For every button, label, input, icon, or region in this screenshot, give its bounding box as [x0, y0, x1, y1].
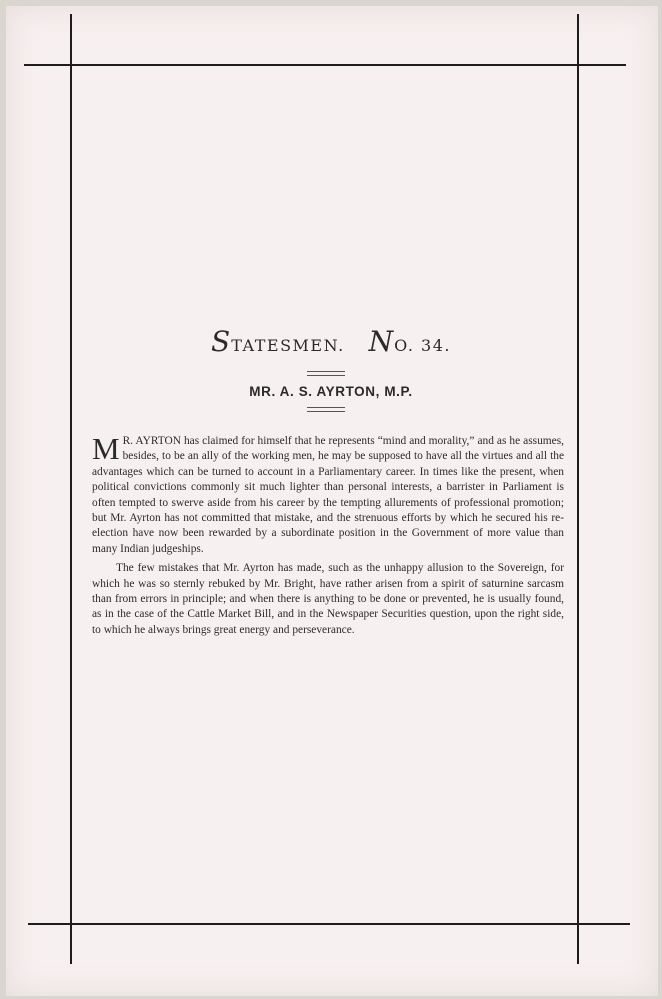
paragraph-2: The few mistakes that Mr. Ayrton has made, such as the unhappy allusion to the Sovereign, for which he was so sternly rebuked by Mr. Bright, have rather arisen from a spirit of saturnine sarcasm than from errors in principle; and when there is anything to be done or prevented, he is usually found, as in the case of the Cattle Market Bill, and in the Newspaper Securities question, upon the right side, to which he always brings great energy and perseverance. — [92, 562, 564, 636]
lower-double-rule — [307, 407, 345, 412]
right-border-line — [577, 14, 579, 964]
upper-double-rule — [307, 371, 345, 376]
top-border-line — [24, 64, 626, 66]
paragraph-1 — [92, 431, 564, 557]
heading-statesmen-initial: S — [211, 325, 232, 358]
bottom-border-line — [28, 923, 630, 925]
heading-statesmen-rest: TATESMEN. — [231, 336, 345, 355]
article-title: MR. A. S. AYRTON, M.P. — [249, 384, 413, 399]
left-border-line — [70, 14, 72, 964]
drop-cap: M — [92, 431, 120, 466]
article-body — [92, 431, 564, 638]
paragraph-1-text: R. AYRTON has claimed for himself that he represents “mind and morality,” and as he assumes, besides, to be an ally of the working men, he may be supposed to have all the virtues and all the advantages which can be turned to account in a Parliamentary career. In times like the present, when political convictions commonly sit much lighter than personal interests, a barrister in Parliament is often tempted to swerve aside from his career by the tempting allurements of professional promotion; but Mr. Ayrton has not committed that mistake, and the strenuous efforts by which he secured his re-election have now been rewarded by a subordinate position in the Government of more value than many Indian judgeships. — [92, 435, 564, 555]
heading-number-rest: O. 34. — [394, 336, 451, 355]
series-heading — [0, 325, 662, 358]
heading-number-initial: N — [368, 325, 395, 358]
